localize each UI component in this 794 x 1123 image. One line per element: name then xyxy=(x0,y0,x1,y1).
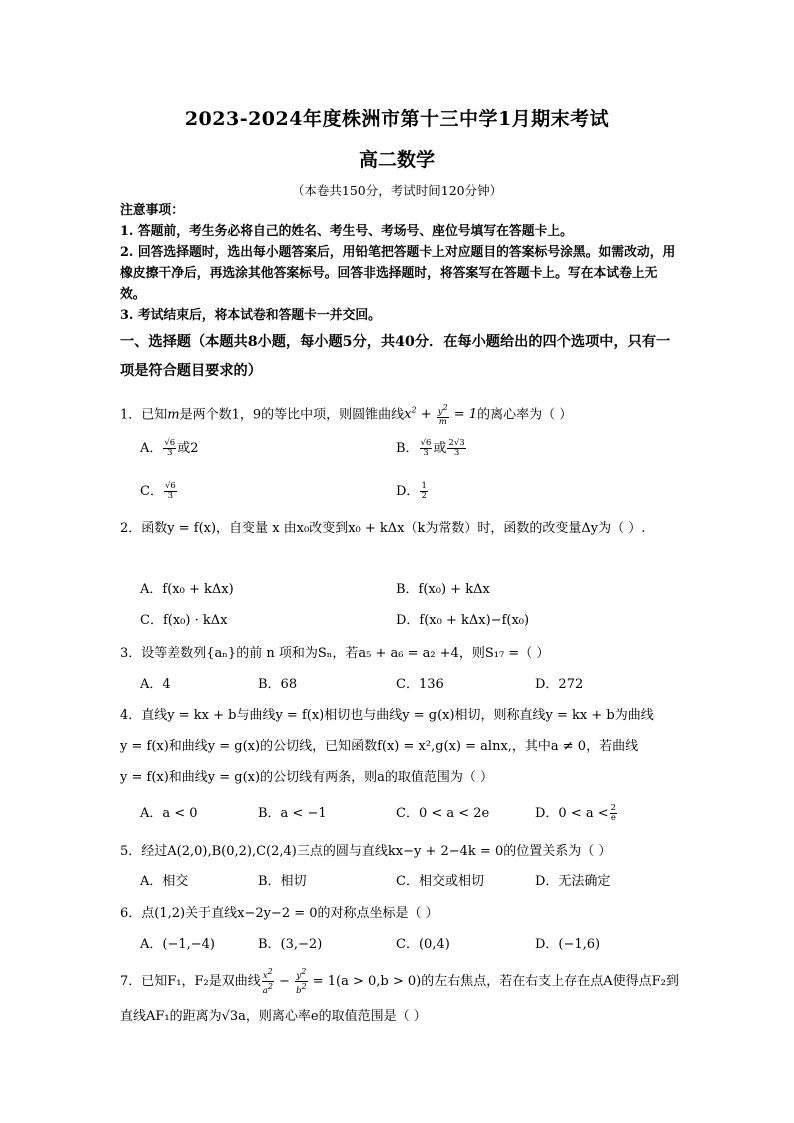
q3-options-row xyxy=(140,673,680,699)
question-5-stem: 5．经过A(2,0),B(0,2),C(2,4)三点的圆与直线kx−y + 2−4k = 0的位置关系为（ ） xyxy=(120,844,612,859)
q1-options-row-2 xyxy=(140,480,680,506)
question-6-stem: 6．点(1,2)关于直线x−2y−2 = 0的对称点坐标是（ ） xyxy=(120,906,439,921)
q1-option-b-text: 或 xyxy=(433,441,447,456)
q6-options-row xyxy=(140,933,680,959)
notes-block xyxy=(120,200,680,326)
q2-option-a: A．f(x₀ + kΔx) xyxy=(140,582,234,597)
exam-subtitle: 高二数学 xyxy=(358,149,435,171)
q1-options-row-1 xyxy=(140,437,680,463)
q1-stem-d: 的离心率为（ ） xyxy=(477,407,573,423)
q1-option-d: D． $\frac{1}{2}$ xyxy=(396,481,427,501)
q1-stem-c: 是两个数1，9的等比中项，则圆锥曲线 xyxy=(179,407,405,423)
q5-option-b: B．相切 xyxy=(258,874,307,889)
notes-line-3: 3. 考试结束后，将本试卷和答题卡一并交回。 xyxy=(120,308,381,323)
q4-option-d: D．0 < a < $\frac{2}{e}$ xyxy=(535,803,617,823)
q1-stem-a: 1．已知 xyxy=(120,407,168,423)
q6-option-d: D．(−1,6) xyxy=(535,937,601,952)
q4-option-c: C．0 < a < 2e xyxy=(396,806,490,821)
notes-heading: 注意事项： xyxy=(120,203,184,218)
q2-options-row-1 xyxy=(140,578,680,604)
q7-line1-b: = 1(a > 0,b > 0)的左右焦点，若在右支上存在点A使得点F₂到 xyxy=(308,974,679,989)
q3-option-a: A．4 xyxy=(140,677,171,692)
q4-option-d-text: D．0 < a < xyxy=(535,806,609,821)
question-7-line-2: 直线AF₁的距离为√3a，则离心率e的取值范围是（ ） xyxy=(120,1009,427,1024)
q4-option-b: B．a < −1 xyxy=(258,806,327,821)
q1-option-a: A． $\frac{√6}{3}$ 或2 xyxy=(140,438,199,458)
question-4-line-1: 4．直线y = kx + b与曲线y = f(x)相切也与曲线y = g(x)相切，则称直线y = kx + b为曲线 xyxy=(120,708,654,723)
q2-options-row-2 xyxy=(140,609,680,635)
q2-option-c: C．f(x₀) · kΔx xyxy=(140,613,228,628)
q1-stem-b: m xyxy=(167,407,180,423)
q1-curve-formula: $x^2$ + $\frac{y^2}{m}$ = 1 xyxy=(404,402,478,427)
question-7-line-1 xyxy=(120,966,680,997)
q1-option-d-label: D． xyxy=(396,484,420,499)
q7-hyperbola-formula: $\frac{x^2}{a^2}$ − $\frac{y^2}{b^2}$ xyxy=(262,967,307,996)
section-heading: 一、选择题（本题共8小题，每小题5分，共40分．在每小题给出的四个选项中，只有一项是符合题目要求的） xyxy=(120,334,671,379)
q5-option-d: D．无法确定 xyxy=(535,874,611,889)
q1-option-c: C． $\frac{√6}{3}$ xyxy=(140,481,176,501)
q2-option-b: B．f(x₀) + kΔx xyxy=(396,582,490,597)
q2-option-d: D．f(x₀ + kΔx)−f(x₀) xyxy=(396,613,530,628)
exam-title: 2023-2024年度株洲市第十三中学1月期末考试 xyxy=(184,108,610,130)
q4-option-a: A．a < 0 xyxy=(140,806,198,821)
notes-line-2: 2. 回答选择题时，选出每小题答案后，用铅笔把答题卡上对应题目的答案标号涂黑。如需改动，用橡皮擦干净后，再选涂其他答案标号。回答非选择题时，将答案写在答题卡上。写在本试卷上无效。 xyxy=(120,245,676,302)
q1-option-b: B． $\frac{√6}{3}$ 或 $\frac{2√3}{3}$ xyxy=(396,438,465,458)
question-2-stem: 2．函数y = f(x)，自变量 x 由x₀改变到x₀ + kΔx（k为常数）时，函数的改变量Δy为（ ）. xyxy=(120,521,646,536)
q3-option-b: B．68 xyxy=(258,677,298,692)
question-4-line-3: y = f(x)和曲线y = g(x)的公切线有两条，则a的取值范围为（ ） xyxy=(120,770,493,785)
question-1-stem xyxy=(120,395,680,430)
q6-option-b: B．(3,−2) xyxy=(258,937,323,952)
q7-line1-a: 7．已知F₁，F₂是双曲线 xyxy=(120,974,261,989)
q6-option-c: C．(0,4) xyxy=(396,937,450,952)
question-3-stem: 3．设等差数列{aₙ}的前 n 项和为Sₙ，若a₅ + a₆ = a₂ +4，则S₁₇ =（ ） xyxy=(120,646,550,661)
notes-line-1: 1. 答题前，考生务必将自己的姓名、考生号、考场号、座位号填写在答题卡上。 xyxy=(120,224,573,239)
q5-option-c: C．相交或相切 xyxy=(396,874,484,889)
q1-option-a-label: A． xyxy=(140,441,163,456)
q3-option-c: C．136 xyxy=(396,677,444,692)
exam-info: （本卷共150分，考试时间120分钟） xyxy=(291,183,503,198)
q1-option-a-text: 或2 xyxy=(177,441,199,456)
q5-options-row xyxy=(140,870,680,896)
q6-option-a: A．(−1,−4) xyxy=(140,937,215,952)
q1-option-c-label: C． xyxy=(140,484,163,499)
q5-option-a: A．相交 xyxy=(140,874,189,889)
q4-options-row xyxy=(140,802,680,828)
question-4-line-2: y = f(x)和曲线y = g(x)的公切线，已知函数f(x) = x²,g(x) = alnx,，其中a ≠ 0，若曲线 xyxy=(120,739,639,754)
q1-option-b-label: B． xyxy=(396,441,419,456)
q3-option-d: D．272 xyxy=(535,677,584,692)
